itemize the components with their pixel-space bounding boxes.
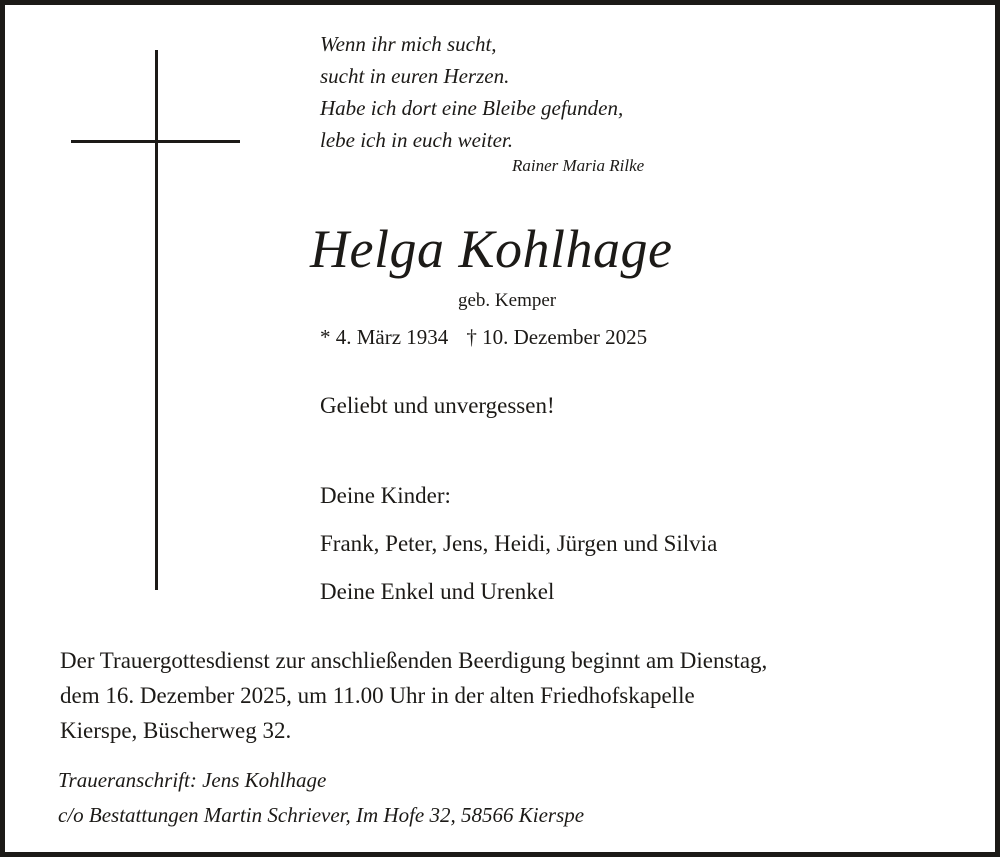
mourning-address: [58, 763, 584, 833]
life-dates: [320, 325, 647, 350]
death-date: † 10. Dezember 2025: [466, 325, 648, 349]
cross-icon-crossbar: [71, 140, 240, 143]
service-line: Der Trauergottesdienst zur anschließenden Beerdigung beginnt am Dienstag,: [60, 648, 768, 673]
tagline: Geliebt und unvergessen!: [320, 393, 555, 418]
service-line: Kierspe, Büscherweg 32.: [60, 718, 292, 743]
maiden-name: geb. Kemper: [458, 290, 557, 311]
address-line: c/o Bestattungen Martin Schriever, Im Hofe 32, 58566 Kierspe: [58, 803, 585, 827]
deceased-name: Helga Kohlhage: [310, 219, 673, 279]
service-info: [60, 643, 960, 748]
cross-icon: [155, 50, 158, 590]
poem-line: Habe ich dort eine Bleibe gefunden,: [320, 96, 624, 120]
mourners: [320, 472, 717, 616]
service-line: dem 16. Dezember 2025, um 11.00 Uhr in der alten Friedhofskapelle: [60, 683, 695, 708]
children-heading: Deine Kinder:: [320, 483, 451, 508]
poem: [320, 28, 623, 156]
poem-line: sucht in euren Herzen.: [320, 64, 510, 88]
poem-line: lebe ich in euch weiter.: [320, 128, 514, 152]
address-line: Traueranschrift: Jens Kohlhage: [58, 768, 327, 792]
poem-author: Rainer Maria Rilke: [512, 156, 645, 175]
grandchildren: Deine Enkel und Urenkel: [320, 579, 555, 604]
poem-line: Wenn ihr mich sucht,: [320, 32, 497, 56]
birth-date: * 4. März 1934: [320, 325, 449, 349]
children-names: Frank, Peter, Jens, Heidi, Jürgen und Silvia: [320, 531, 718, 556]
